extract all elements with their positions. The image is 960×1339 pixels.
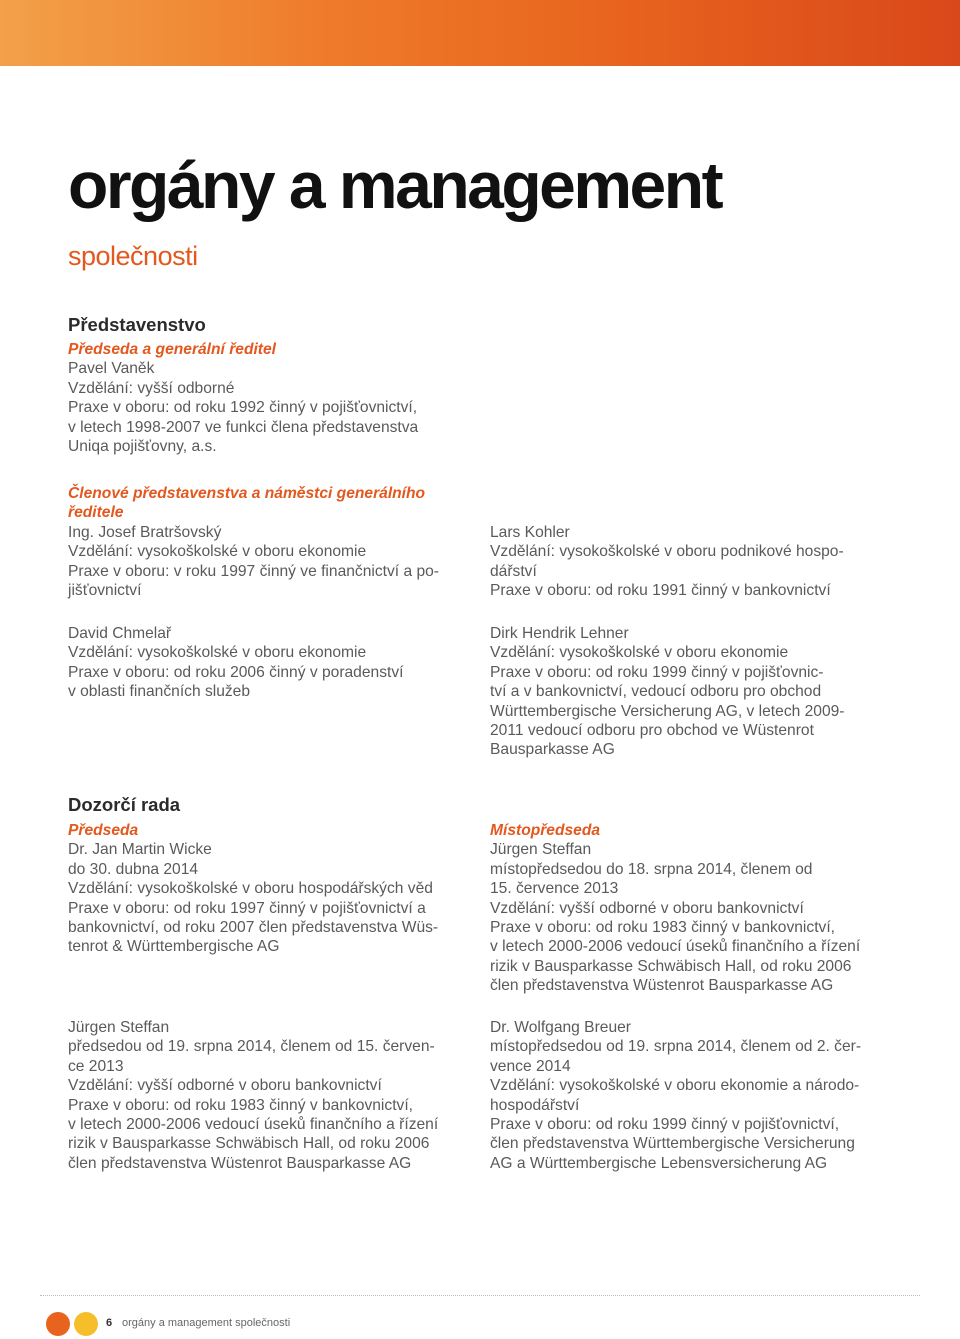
text-line: Praxe v oboru: od roku 1999 činný v pojišťovnic- <box>490 663 824 681</box>
board-member-bratrsovsky <box>68 523 468 601</box>
board-chair-role: Předseda a generální ředitel <box>68 341 277 358</box>
orange-circle-icon <box>46 1312 70 1336</box>
text-line: Württembergische Versicherung AG, v letech 2009- <box>490 702 845 720</box>
text-line: vence 2014 <box>490 1057 571 1075</box>
text-line: Lars Kohler <box>490 524 570 541</box>
text-line: Praxe v oboru: od roku 1991 činný v bankovnictví <box>490 582 831 600</box>
text-line: místopředsedou od 19. srpna 2014, členem od 2. čer- <box>490 1038 862 1056</box>
page-subtitle: společnosti <box>68 241 198 271</box>
footer-divider <box>40 1295 920 1296</box>
text-line: člen představenstva Wüstenrot Bausparkasse AG <box>490 977 834 995</box>
text-line: Uniqa pojišťovny, a.s. <box>68 438 217 456</box>
text-line: Vzdělání: vyšší odborné v oboru bankovnictví <box>490 899 804 917</box>
page-number: 6 <box>106 1317 113 1329</box>
text-line: Jürgen Steffan <box>490 841 592 859</box>
supervisory-member-steffan <box>68 1018 468 1173</box>
text-line: rizik v Bausparkasse Schwäbisch Hall, od roku 2006 <box>490 957 852 975</box>
text-line: místopředsedou do 18. srpna 2014, členem od <box>490 860 813 878</box>
text-line: Vzdělání: vysokoškolské v oboru podnikové hospo- <box>490 543 844 561</box>
text-line: AG a Württembergische Lebensversicherung AG <box>490 1154 828 1172</box>
text-line: Praxe v oboru: od roku 1983 činný v bankovnictví, <box>68 1096 413 1114</box>
text-line: Vzdělání: vysokoškolské v oboru ekonomie a národo- <box>490 1077 860 1095</box>
text-line: v oblasti finančních služeb <box>68 683 251 701</box>
text-line: v letech 2000-2006 vedoucí úseků finančního a řízení <box>490 938 861 956</box>
text-line: Vzdělání: vyšší odborné <box>68 379 235 397</box>
board-members-role: ředitele <box>68 504 124 522</box>
page-title: orgány a management <box>68 148 722 222</box>
supervisory-chair-wicke <box>68 821 468 957</box>
supervisory-vice-steffan <box>490 821 890 996</box>
text-line: Praxe v oboru: od roku 1983 činný v bankovnictví, <box>490 919 835 937</box>
supervisory-vice-breuer <box>490 1018 890 1173</box>
board-member-lehner <box>490 624 890 760</box>
board-members-role-block <box>68 484 468 523</box>
text-line: David Chmelař <box>68 625 172 642</box>
text-line: Dr. Jan Martin Wicke <box>68 841 212 859</box>
top-accent-bar <box>0 0 960 66</box>
text-line: tví a v bankovnictví, vedoucí odboru pro obchod <box>490 683 822 701</box>
board-heading: Představenstvo <box>68 314 206 335</box>
text-line: v letech 1998-2007 ve funkci člena představenstva <box>68 418 419 436</box>
text-line: předsedou od 19. srpna 2014, členem od 15. červen- <box>68 1038 435 1056</box>
text-line: člen představenstva Wüstenrot Bausparkasse AG <box>68 1154 412 1172</box>
yellow-circle-icon <box>74 1312 98 1336</box>
text-line: Dr. Wolfgang Breuer <box>490 1019 631 1036</box>
text-line: bankovnictví, od roku 2007 člen představenstva Wüs- <box>68 919 439 937</box>
text-line: 2011 vedoucí odboru pro obchod ve Wüstenrot <box>490 722 814 740</box>
text-line: člen představenstva Württembergische Versicherung <box>490 1135 855 1153</box>
text-line: Dirk Hendrik Lehner <box>490 625 629 642</box>
text-line: ce 2013 <box>68 1057 124 1075</box>
text-line: Bausparkasse AG <box>490 741 615 759</box>
text-line: Vzdělání: vysokoškolské v oboru ekonomie <box>68 644 367 662</box>
board-chair-block <box>68 340 468 456</box>
text-line: jišťovnictví <box>68 582 142 600</box>
supervisory-heading: Dozorčí rada <box>68 794 181 815</box>
text-line: do 30. dubna 2014 <box>68 860 199 878</box>
text-line: Vzdělání: vysokoškolské v oboru hospodářských věd <box>68 880 433 898</box>
text-line: Praxe v oboru: od roku 1999 činný v pojišťovnictví, <box>490 1116 840 1134</box>
text-line: Vzdělání: vysokoškolské v oboru ekonomie <box>490 644 789 662</box>
board-members-role: Členové představenstva a náměstci generálního <box>68 485 426 502</box>
text-line: v letech 2000-2006 vedoucí úseků finančního a řízení <box>68 1116 439 1134</box>
supervisory-vice-role: Místopředseda <box>490 822 601 839</box>
text-line: Vzdělání: vyšší odborné v oboru bankovnictví <box>68 1077 382 1095</box>
text-line: Praxe v oboru: od roku 1997 činný v pojišťovnictví a <box>68 899 426 917</box>
board-member-chmelar <box>68 624 468 702</box>
text-line: Pavel Vaněk <box>68 360 155 378</box>
text-line: Jürgen Steffan <box>68 1019 170 1036</box>
text-line: Vzdělání: vysokoškolské v oboru ekonomie <box>68 543 367 561</box>
text-line: Praxe v oboru: od roku 2006 činný v poradenství <box>68 663 404 681</box>
text-line: Ing. Josef Bratršovský <box>68 524 222 541</box>
board-member-kohler <box>490 523 890 601</box>
text-line: dářství <box>490 562 537 580</box>
text-line: Praxe v oboru: v roku 1997 činný ve finančnictví a po- <box>68 562 439 580</box>
text-line: hospodářství <box>490 1096 580 1114</box>
text-line: rizik v Bausparkasse Schwäbisch Hall, od roku 2006 <box>68 1135 430 1153</box>
text-line: Praxe v oboru: od roku 1992 činný v pojišťovnictví, <box>68 399 418 417</box>
text-line: tenrot & Württembergische AG <box>68 938 280 956</box>
supervisory-chair-role: Předseda <box>68 822 139 839</box>
footer-section-title: orgány a management společnosti <box>122 1317 291 1329</box>
text-line: 15. července 2013 <box>490 880 619 898</box>
